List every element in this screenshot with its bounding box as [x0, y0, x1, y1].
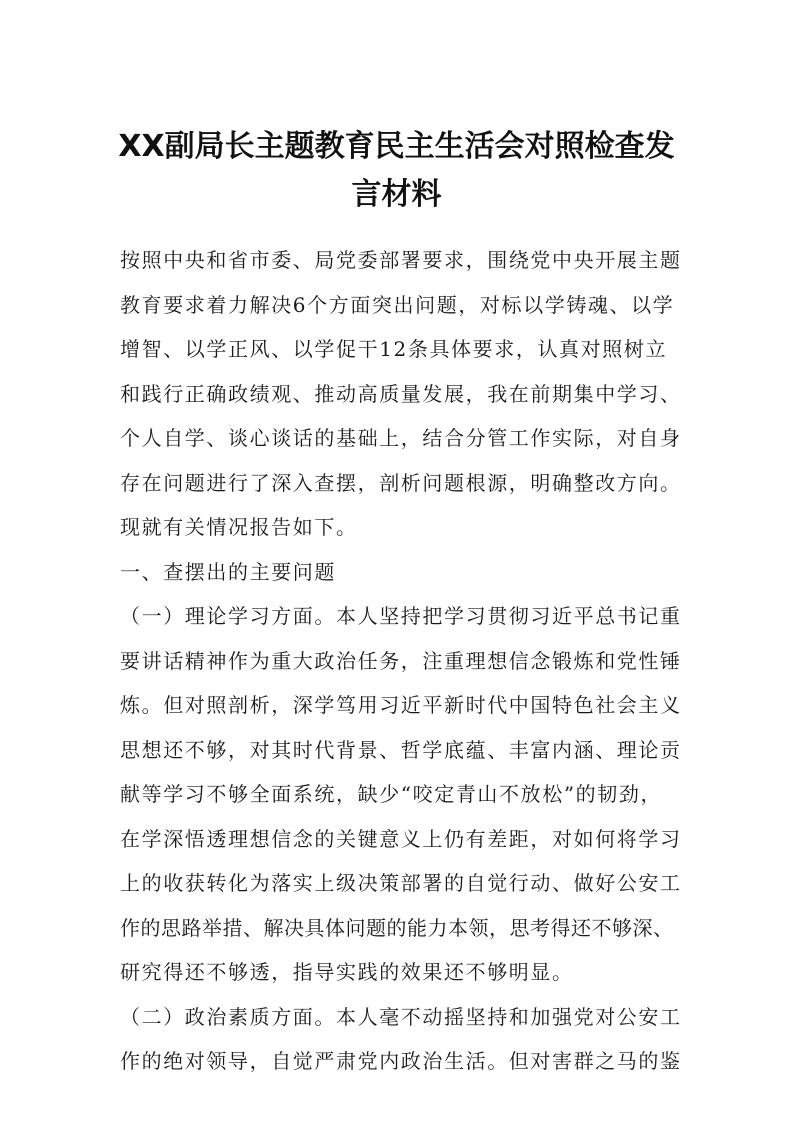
body-line: 增智、以学正风、以学促干12条具体要求，认真对照树立: [120, 337, 668, 361]
subsection-paragraph-line: （一）理论学习方面。本人坚持把学习贯彻习近平总书记重: [120, 604, 682, 628]
body-line: 按照中央和省市委、局党委部署要求，围绕党中央开展主题: [120, 248, 682, 272]
body-line: 献等学习不够全面系统，缺少“咬定青山不放松”的韧劲，: [120, 782, 663, 806]
body-line: 上的收获转化为落实上级决策部署的自觉行动、做好公安工: [120, 871, 682, 895]
body-line: 作的绝对领导，自觉严肃党内政治生活。但对害群之马的鉴: [120, 1049, 682, 1073]
body-line: 和践行正确政绩观、推动高质量发展，我在前期集中学习、: [120, 381, 682, 406]
subsection-paragraph-line: （二）政治素质方面。本人毫不动摇坚持和加强党对公安工: [120, 1004, 682, 1029]
document-title-line-1: XX副局长主题教育民主生活会对照检查发: [118, 129, 675, 164]
section-heading: 一、查摆出的主要问题: [120, 559, 336, 584]
body-line: 研究得还不够透，指导实践的效果还不够明显。: [120, 960, 574, 984]
document-title-line-2: 言材料: [351, 177, 442, 212]
body-line: 思想还不够，对其时代背景、哲学底蕴、丰富内涵、理论贡: [120, 737, 682, 762]
body-line: 要讲话精神作为重大政治任务，注重理想信念锻炼和党性锤: [120, 648, 682, 673]
body-line: 现就有关情况报告如下。: [120, 515, 358, 539]
body-line: 存在问题进行了深入查摆，剖析问题根源，明确整改方向。: [120, 470, 682, 495]
body-line: 教育要求着力解决6个方面突出问题，对标以学铸魂、以学: [120, 292, 675, 317]
body-line: 炼。但对照剖析，深学笃用习近平新时代中国特色社会主义: [120, 693, 682, 717]
body-line: 在学深悟透理想信念的关键意义上仍有差距，对如何将学习: [120, 826, 682, 851]
body-line: 作的思路举措、解决具体问题的能力本领，思考得还不够深、: [120, 915, 674, 940]
document-body: [120, 238, 680, 1084]
body-line: 个人自学、谈心谈话的基础上，结合分管工作实际，对自身: [120, 426, 682, 450]
